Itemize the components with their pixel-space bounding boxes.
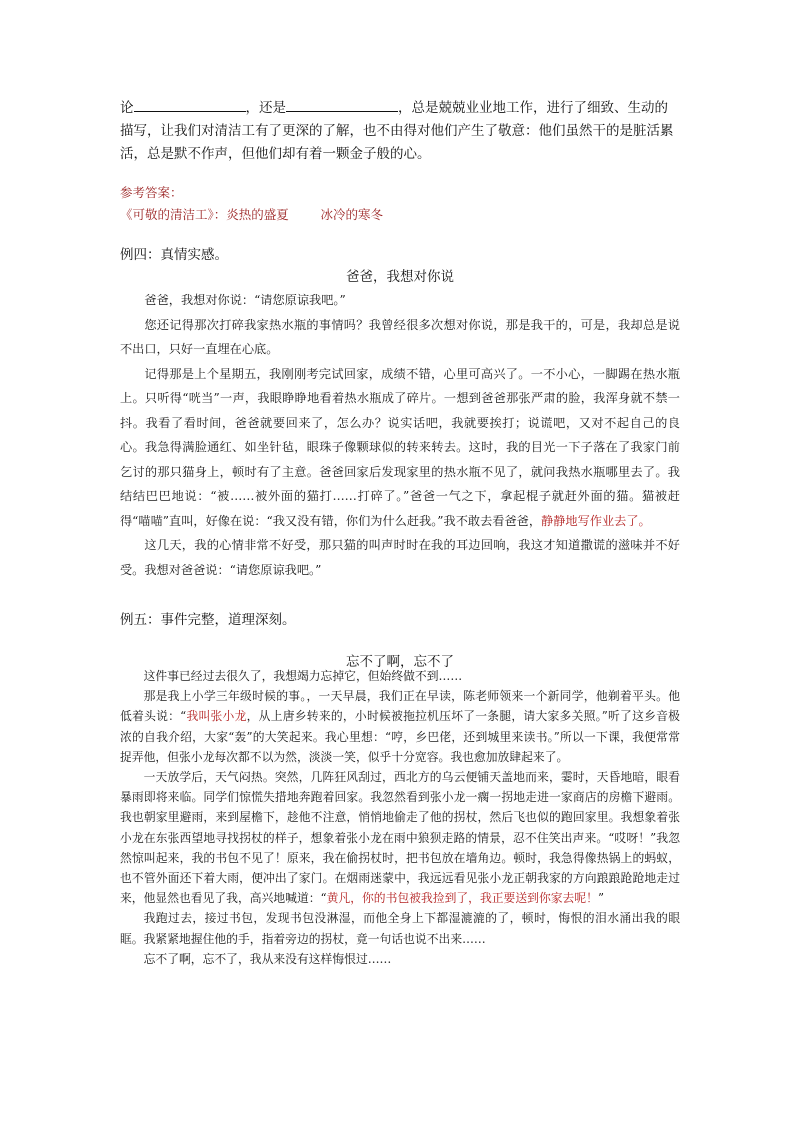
essay-paragraph (120, 908, 680, 948)
example4-title: 爸爸，我想对你说 (346, 269, 454, 285)
example4-label: 例四：真情实感。 (120, 247, 228, 263)
example4-essay (120, 288, 680, 582)
paragraph-text: 记得那是上个星期五，我刚刚考完试回家，成绩不错，心里可高兴了。一不小心，一脚踢在热水瓶上。只听得“咣当”一声，我眼睁睁地看着热水瓶成了碎片。一想到爸爸那张严肃的脸，我浑身就不禁一抖。我看了看时间，爸爸就要回来了，怎么办？说实话吧，我就要挨打；说谎吧，又对不起自己的良心。我急得满脸通红、如坐针毡，眼珠子像颗球似的转来转去。这时，我的目光一下子落在了我家门前乞讨的那只猫身上，顿时有了主意。爸爸回家后发现家里的热水瓶不见了，就问我热水瓶哪里去了。我结结巴巴地说：“被……被外面的猫打……打碎了。”爸爸一气之下，拿起棍子就赶外面的猫。猫被赶得“喵喵”直叫，好像在说：“我又没有错，你们为什么赶我。”我不敢去看爸爸， (120, 366, 680, 528)
essay-paragraph (120, 288, 680, 313)
paragraph-text: ” (597, 891, 604, 906)
answer-label: 参考答案： (120, 185, 183, 200)
paragraph-text: 这件事已经过去很久了，我想竭力忘掉它，但始终做不到…… (143, 669, 463, 683)
highlighted-text: 静静地写作业去了。 (541, 513, 651, 528)
paragraph-text: ，从上唐乡转来的，小时候被拖拉机压坏了一条腿，请大家多关照。”听了这乡音极浓的自我介绍，大家“轰”的大笑起来。我心里想：“哼，乡巴佬，还到城里来读书。”所以一下课，我便常常捉弄他，但张小龙每次都不以为然，淡淡一笑，似乎十分宽容。我也愈加放肆起来了。 (120, 709, 680, 764)
essay-paragraph (120, 949, 680, 969)
essay-paragraph (120, 767, 680, 908)
essay-paragraph (120, 313, 680, 362)
paragraph-text: 那是我上小学三年级时候的事。，一天早晨，我们正在早读，陈老师领来一个新同学，他剃着平头。他低着头说：“ (120, 689, 680, 724)
fill-blank-2[interactable] (286, 97, 398, 112)
intro-part1: 论 (120, 100, 134, 116)
paragraph-text: 一天放学后，天气闷热。突然，几阵狂风刮过，西北方的乌云便铺天盖地而来，霎时，天昏地暗，眼看暴雨即将来临。同学们惊慌失措地奔跑着回家。我忽然看到张小龙一瘸一拐地走进一家商店的房檐下避雨。我也朝家里避雨，来到屋檐下，趁他不注意，悄悄地偷走了他的拐杖，然后飞也似的跑回家里。我想象着张小龙在东张西望地寻找拐杖的样子，想象着张小龙在雨中狼狈走路的情景，忍不住笑出声来。“哎呀！”我忽然惊叫起来，我的书包不见了！原来，我在偷拐杖时，把书包放在墙角边。顿时，我急得像热锅上的蚂蚁，也不管外面还下着大雨，便冲出了家门。在烟雨迷蒙中，我远远看见张小龙正朝我家的方向踉踉跄跄地走过来，他显然也看见了我，高兴地喊道：“ (120, 770, 680, 906)
highlighted-text: 我叫张小龙 (186, 709, 247, 724)
paragraph-text: 这几天，我的心情非常不好受，那只猫的叫声时时在我的耳边回响，我这才知道撒谎的滋味并不好受。我想对爸爸说：“请您原谅我吧。” (120, 538, 680, 577)
example5-label: 例五：事件完整，道理深刻。 (120, 612, 296, 628)
highlighted-text: 黄凡，你的书包被我捡到了，我正要送到你家去呢！ (326, 891, 598, 906)
intro-part3: ，总是兢兢业业地工作，进行了细致、生动的描写，让我们对清洁工有了更深的了解，也不由得对他们产生了敬意：他们虽然干的是脏活累活，总是默不作声，但他们却有着一颗金子般的心。 (120, 100, 674, 162)
example5-title: 忘不了啊，忘不了 (346, 654, 454, 670)
paragraph-text: 爸爸，我想对你说：“请您原谅我吧。” (144, 293, 346, 307)
essay-paragraph (120, 362, 680, 534)
essay-paragraph (120, 666, 680, 686)
intro-paragraph (120, 97, 680, 166)
essay-paragraph (120, 686, 680, 767)
essay-paragraph (120, 533, 680, 582)
answer-line: 《可敬的清洁工》：炎热的盛夏 冰冷的寒冬 (120, 207, 384, 222)
paragraph-text: 忘不了啊，忘不了，我从来没有这样悔恨过…… (143, 951, 392, 966)
intro-part2: ，还是 (245, 100, 286, 116)
example5-essay (120, 666, 680, 969)
paragraph-text: 我跑过去，接过书包，发现书包没淋湿，而他全身上下都湿漉漉的了，顿时，悔恨的泪水涌出我的眼眶。我紧紧地握住他的手，指着旁边的拐杖，竟一句话也说不出来…… (120, 911, 680, 946)
fill-blank-1[interactable] (134, 97, 246, 112)
paragraph-text: 您还记得那次打碎我家热水瓶的事情吗？我曾经很多次想对你说，那是我干的，可是，我却总是说不出口，只好一直埋在心底。 (120, 317, 680, 356)
